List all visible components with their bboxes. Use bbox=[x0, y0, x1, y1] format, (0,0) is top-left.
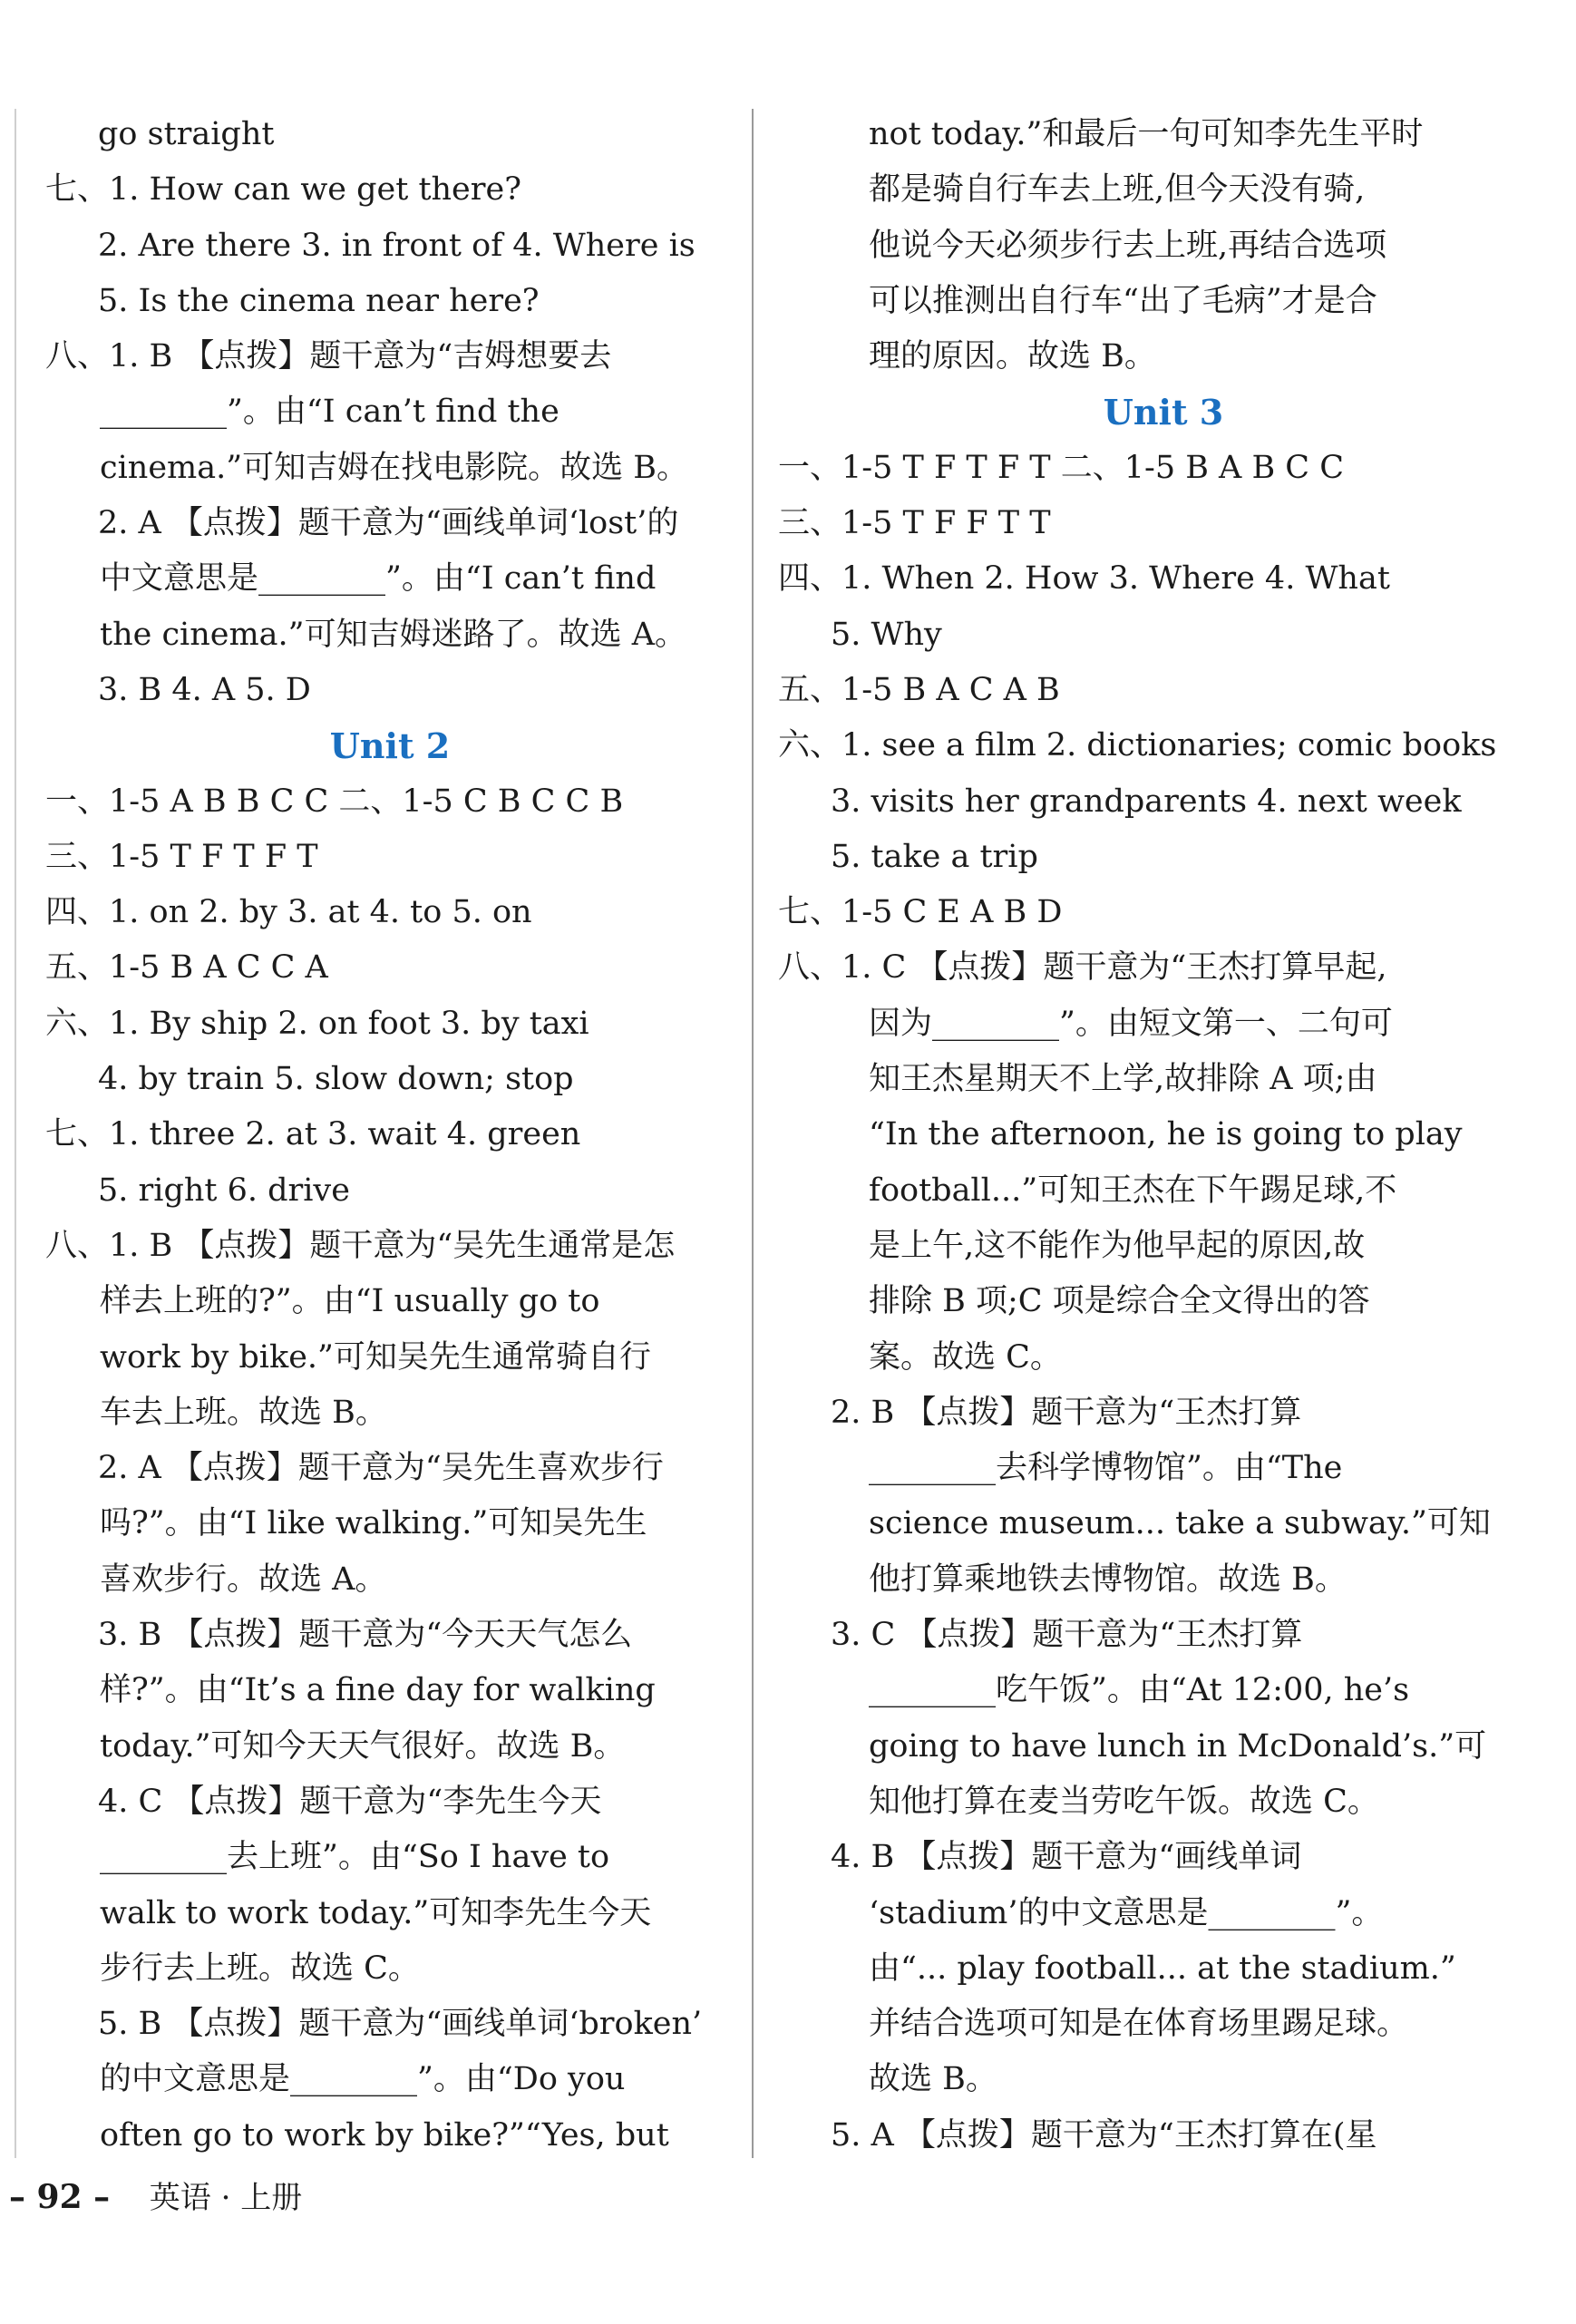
answer-line: 中文意思是________”。由“I can’t find bbox=[100, 560, 657, 598]
answer-line: 5. right 6. drive bbox=[98, 1172, 350, 1209]
answer-line: 三、1-5 T F F T T bbox=[778, 505, 1051, 542]
answer-line: 因为________”。由短文第一、二句可 bbox=[869, 1005, 1393, 1042]
answer-line: 5. A 【点拨】题干意为“王杰打算在(星 bbox=[831, 2116, 1377, 2154]
answer-line: the cinema.”可知吉姆迷路了。故选 A。 bbox=[100, 616, 686, 653]
answer-line: ‘stadium’的中文意思是________”。 bbox=[869, 1894, 1384, 1931]
answer-line: 4. C 【点拨】题干意为“李先生今天 bbox=[98, 1783, 602, 1820]
answer-line: 吗?”。由“I like walking.”可知吴先生 bbox=[100, 1505, 647, 1542]
right-column bbox=[778, 107, 1549, 2164]
answer-line: ________去上班”。由“So I have to bbox=[100, 1839, 610, 1876]
answer-line: ________去科学博物馆”。由“The bbox=[869, 1450, 1343, 1487]
answer-line: 知王杰星期天不上学,故排除 A 项;由 bbox=[869, 1061, 1377, 1098]
answer-line: cinema.”可知吉姆在找电影院。故选 B。 bbox=[100, 449, 688, 486]
answer-line: 八、1. C 【点拨】题干意为“王杰打算早起, bbox=[778, 949, 1387, 987]
answer-line: 样?”。由“It’s a fine day for walking bbox=[100, 1672, 656, 1709]
page-number: – 92 – bbox=[9, 2178, 111, 2216]
answer-line: 知他打算在麦当劳吃午饭。故选 C。 bbox=[869, 1783, 1379, 1820]
answer-line: 2. A 【点拨】题干意为“吴先生喜欢步行 bbox=[98, 1450, 664, 1487]
answer-line: 七、1-5 C E A B D bbox=[778, 894, 1063, 931]
answer-line: 5. Is the cinema near here? bbox=[98, 282, 540, 319]
answer-line: 车去上班。故选 B。 bbox=[100, 1394, 387, 1431]
answer-line: 是上午,这不能作为他早起的原因,故 bbox=[869, 1227, 1366, 1264]
answer-line: 5. B 【点拨】题干意为“画线单词‘broken’ bbox=[98, 2006, 703, 2043]
answer-line: 他打算乘地铁去博物馆。故选 B。 bbox=[869, 1561, 1347, 1598]
answer-line: 4. B 【点拨】题干意为“画线单词 bbox=[831, 1839, 1302, 1876]
answer-line: ________”。由“I can’t find the bbox=[100, 394, 559, 431]
answer-line: football...”可知王杰在下午踢足球,不 bbox=[869, 1172, 1397, 1209]
page-footer bbox=[9, 2174, 302, 2220]
answer-line: 3. visits her grandparents 4. next week bbox=[831, 783, 1462, 820]
answer-line: 5. take a trip bbox=[831, 838, 1038, 875]
answer-line: 的中文意思是________”。由“Do you bbox=[100, 2061, 626, 2098]
answer-line: ________吃午饭”。由“At 12:00, he’s bbox=[869, 1672, 1410, 1709]
answer-line: 3. B 【点拨】题干意为“今天天气怎么 bbox=[98, 1617, 633, 1654]
answer-line: 由“... play football... at the stadium.” bbox=[869, 1950, 1456, 1987]
answer-line: 理的原因。故选 B。 bbox=[869, 338, 1156, 375]
answer-line: 2. Are there 3. in front of 4. Where is bbox=[98, 227, 696, 264]
subject-label: 英语 · 上册 bbox=[149, 2180, 303, 2216]
answer-line: 4. by train 5. slow down; stop bbox=[98, 1061, 574, 1098]
unit-heading: Unit 3 bbox=[1103, 392, 1224, 433]
answer-line: 一、1-5 A B B C C 二、1-5 C B C C B bbox=[45, 783, 624, 820]
answer-line: 一、1-5 T F T F T 二、1-5 B A B C C bbox=[778, 449, 1344, 486]
answer-line: 3. B 4. A 5. D bbox=[98, 671, 311, 708]
answer-line: 四、1. on 2. by 3. at 4. to 5. on bbox=[45, 894, 532, 931]
answer-line: 八、1. B 【点拨】题干意为“吉姆想要去 bbox=[45, 338, 612, 375]
answer-line: 案。故选 C。 bbox=[869, 1338, 1062, 1376]
answer-line: 五、1-5 B A C C A bbox=[45, 949, 328, 987]
answer-line: not today.”和最后一句可知李先生平时 bbox=[869, 116, 1424, 152]
answer-line: often go to work by bike?”“Yes, but bbox=[100, 2116, 669, 2154]
answer-line: going to have lunch in McDonald’s.”可 bbox=[869, 1727, 1487, 1765]
answer-line: 五、1-5 B A C A B bbox=[778, 671, 1060, 708]
answer-line: 故选 B。 bbox=[869, 2061, 997, 2098]
answer-line: 都是骑自行车去上班,但今天没有骑, bbox=[869, 171, 1366, 209]
answer-line: 六、1. see a film 2. dictionaries; comic books bbox=[778, 727, 1497, 764]
column-divider bbox=[752, 109, 754, 2158]
answer-line: 样去上班的?”。由“I usually go to bbox=[100, 1283, 600, 1320]
answer-line: 排除 B 项;C 项是综合全文得出的答 bbox=[869, 1283, 1370, 1320]
answer-line: 2. A 【点拨】题干意为“画线单词‘lost’的 bbox=[98, 505, 679, 542]
answer-line: 七、1. How can we get there? bbox=[45, 171, 521, 209]
answer-line: 步行去上班。故选 C。 bbox=[100, 1950, 420, 1987]
answer-line: work by bike.”可知吴先生通常骑自行 bbox=[100, 1338, 651, 1376]
answer-line: 三、1-5 T F T F T bbox=[45, 838, 318, 875]
answer-line: 喜欢步行。故选 A。 bbox=[100, 1561, 387, 1598]
answer-line: 他说今天必须步行去上班,再结合选项 bbox=[869, 227, 1387, 264]
answer-line: “In the afternoon, he is going to play bbox=[869, 1116, 1463, 1153]
answer-line: 5. Why bbox=[831, 616, 942, 653]
unit-heading: Unit 2 bbox=[329, 725, 451, 767]
answer-line: 四、1. When 2. How 3. Where 4. What bbox=[778, 560, 1390, 598]
left-column bbox=[45, 107, 734, 2164]
page-edge-line bbox=[15, 109, 16, 2158]
answer-line: today.”可知今天天气很好。故选 B。 bbox=[100, 1727, 626, 1765]
answer-line: 七、1. three 2. at 3. wait 4. green bbox=[45, 1116, 581, 1153]
answer-line: walk to work today.”可知李先生今天 bbox=[100, 1894, 652, 1931]
answer-line: go straight bbox=[98, 116, 275, 152]
answer-line: 可以推测出自行车“出了毛病”才是合 bbox=[869, 282, 1377, 319]
answer-line: 六、1. By ship 2. on foot 3. by taxi bbox=[45, 1005, 589, 1042]
answer-line: science museum... take a subway.”可知 bbox=[869, 1505, 1491, 1542]
answer-line: 八、1. B 【点拨】题干意为“吴先生通常是怎 bbox=[45, 1227, 676, 1264]
answer-line: 3. C 【点拨】题干意为“王杰打算 bbox=[831, 1617, 1303, 1654]
answer-line: 并结合选项可知是在体育场里踢足球。 bbox=[869, 2006, 1409, 2043]
answer-line: 2. B 【点拨】题干意为“王杰打算 bbox=[831, 1394, 1302, 1431]
